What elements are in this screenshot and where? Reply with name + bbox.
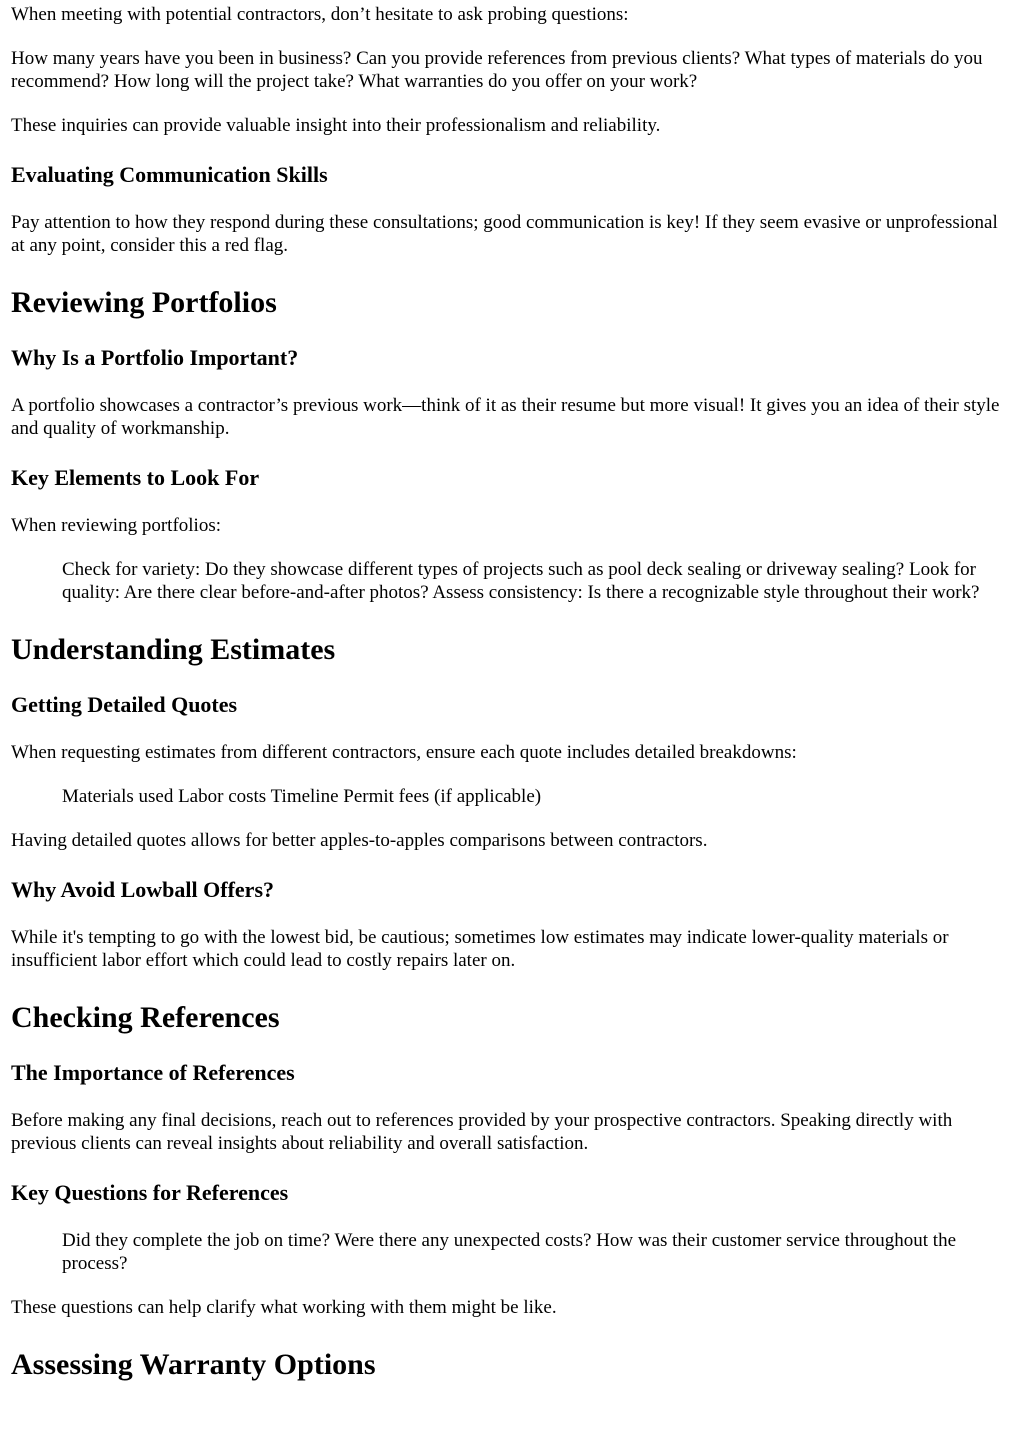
heading-portfolio-importance: Why Is a Portfolio Important? <box>11 345 299 370</box>
heading-reviewing-portfolios: Reviewing Portfolios <box>11 286 277 319</box>
references-paragraph: Before making any final decisions, reach out to references provided by your prospective contractors. Speaking directly with previous clients can reveal insights about reliability and overall satisfaction. <box>11 1110 953 1154</box>
heading-key-elements: Key Elements to Look For <box>11 465 260 490</box>
communication-paragraph: Pay attention to how they respond during these consultations; good communication is key! If they seem evasive or unprofessional at any point, consider this a red flag. <box>11 212 998 256</box>
lowball-paragraph: While it's tempting to go with the lowest bid, be cautious; sometimes low estimates may indicate lower-quality materials or insufficient labor effort which could lead to costly repairs later on. <box>11 927 949 971</box>
portfolio-checklist-quote: Check for variety: Do they showcase different types of projects such as pool deck sealing or driveway sealing? Look for quality: Are there clear before-and-after photos? Assess consistency: Is there a recognizable style throughout their work? <box>62 559 980 603</box>
reviewing-portfolios-paragraph: When reviewing portfolios: <box>11 515 222 536</box>
heading-understanding-estimates: Understanding Estimates <box>11 633 336 666</box>
heading-key-questions-references: Key Questions for References <box>11 1180 289 1205</box>
questions-paragraph: How many years have you been in business? Can you provide references from previous clients? What types of materials do you recommend? How long will the project take? What warranties do you offer on your work? <box>11 48 983 92</box>
reference-questions-quote: Did they complete the job on time? Were there any unexpected costs? How was their customer service throughout the process? <box>62 1230 957 1274</box>
heading-lowball-offers: Why Avoid Lowball Offers? <box>11 877 275 902</box>
comparison-paragraph: Having detailed quotes allows for better apples-to-apples comparisons between contractors. <box>11 830 708 851</box>
heading-importance-of-references: The Importance of References <box>11 1060 295 1085</box>
clarify-paragraph: These questions can help clarify what working with them might be like. <box>11 1297 557 1318</box>
heading-warranty-options: Assessing Warranty Options <box>11 1348 376 1381</box>
insight-paragraph: These inquiries can provide valuable insight into their professionalism and reliability. <box>11 115 661 136</box>
heading-detailed-quotes: Getting Detailed Quotes <box>11 692 238 717</box>
article-body <box>0 3 1024 1382</box>
heading-checking-references: Checking References <box>11 1001 280 1034</box>
portfolio-paragraph: A portfolio showcases a contractor’s previous work—think of it as their resume but more visual! It gives you an idea of their style and quality of workmanship. <box>11 395 1000 439</box>
quote-breakdown-quote: Materials used Labor costs Timeline Permit fees (if applicable) <box>62 786 542 807</box>
intro-paragraph: When meeting with potential contractors, don’t hesitate to ask probing questions: <box>11 4 629 25</box>
heading-evaluating-communication: Evaluating Communication Skills <box>11 162 328 187</box>
estimates-paragraph: When requesting estimates from different contractors, ensure each quote includes detailed breakdowns: <box>11 742 797 763</box>
